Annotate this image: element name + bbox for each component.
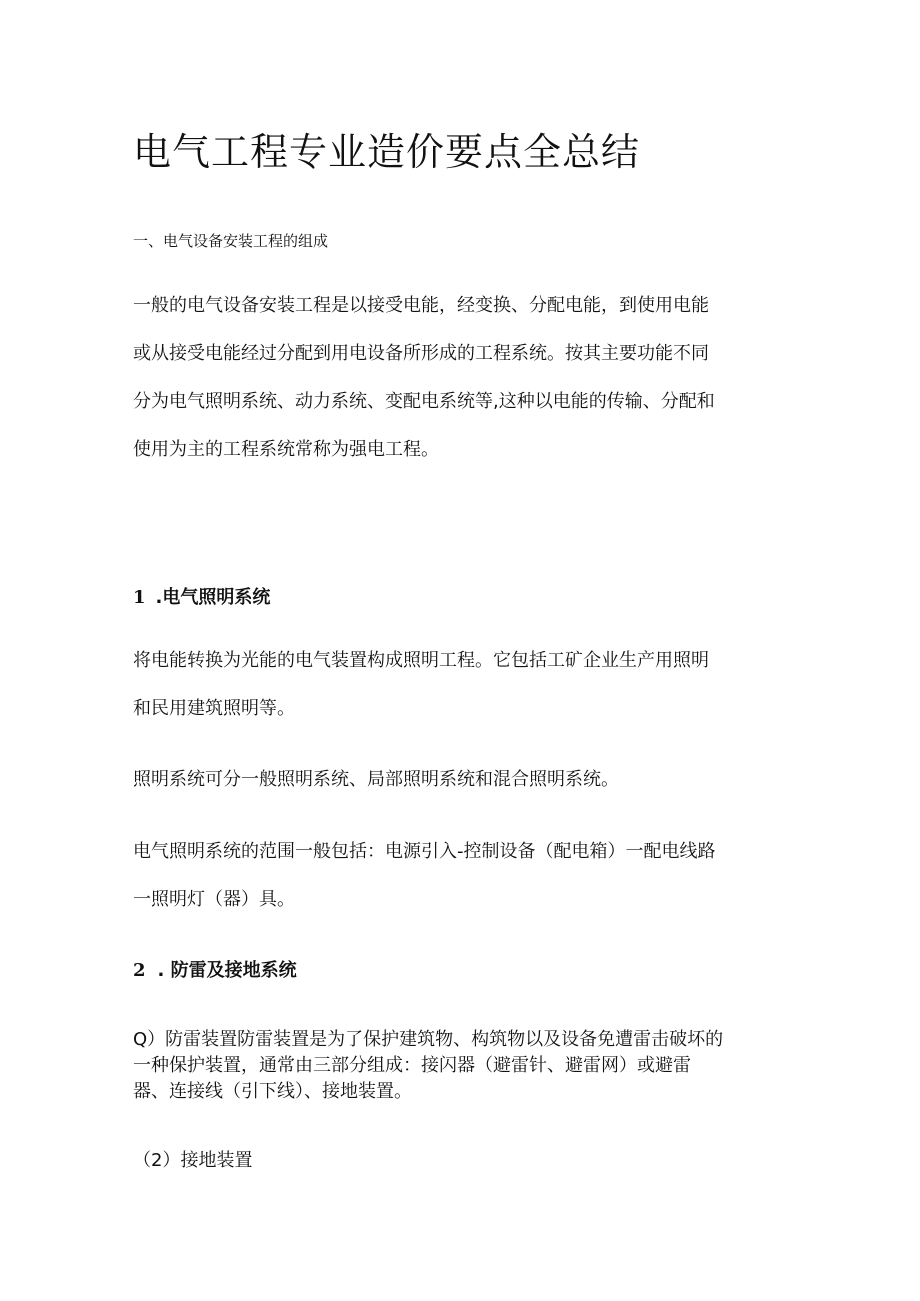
- intro-line: 一般的电气设备安装工程是以接受电能，经变换、分配电能，到使用电能: [133, 295, 709, 316]
- lightning-paragraph-1: [133, 1027, 803, 1105]
- intro-line: 分为电气照明系统、动力系统、变配电系统等,这种以电能的传输、分配和: [133, 391, 715, 412]
- lighting-paragraph-1: [133, 637, 803, 733]
- subheading-title: .电气照明系统: [155, 587, 271, 608]
- paragraph-line: 一种保护装置，通常由三部分组成：接闪器（避雷针、避雷网）或避雷: [133, 1055, 691, 1076]
- paragraph-line: 和民用建筑照明等。: [133, 698, 295, 719]
- grounding-item-heading: （2）接地装置: [133, 1150, 253, 1171]
- document-title: 电气工程专业造价要点全总结: [133, 130, 641, 174]
- intro-line: 使用为主的工程系统常称为强电工程。: [133, 439, 439, 460]
- lighting-paragraph-2: 照明系统可分一般照明系统、局部照明系统和混合照明系统。: [133, 769, 619, 790]
- intro-paragraph: [133, 282, 803, 474]
- paragraph-line: 器、连接线（引下线）、接地装置。: [133, 1081, 412, 1102]
- intro-line: 或从接受电能经过分配到用电设备所形成的工程系统。按其主要功能不同: [133, 343, 709, 364]
- subheading-number: 2: [133, 960, 146, 981]
- paragraph-line: 电气照明系统的范围一般包括：电源引入-控制设备（配电箱）一配电线路: [133, 841, 716, 862]
- subheading-number: 1: [133, 587, 146, 608]
- section-heading-1: 一、电气设备安装工程的组成: [133, 232, 329, 250]
- subheading-lighting-system: [133, 585, 803, 611]
- paragraph-line: 一照明灯（器）具。: [133, 889, 295, 910]
- paragraph-line: Q）防雷装置防雷装置是为了保护建筑物、构筑物以及设备免遭雷击破坏的: [133, 1029, 724, 1050]
- subheading-title: . 防雷及接地系统: [157, 960, 297, 981]
- paragraph-line: 将电能转换为光能的电气装置构成照明工程。它包括工矿企业生产用照明: [133, 650, 709, 671]
- subheading-lightning-grounding: [133, 958, 803, 984]
- lighting-paragraph-3: [133, 828, 803, 924]
